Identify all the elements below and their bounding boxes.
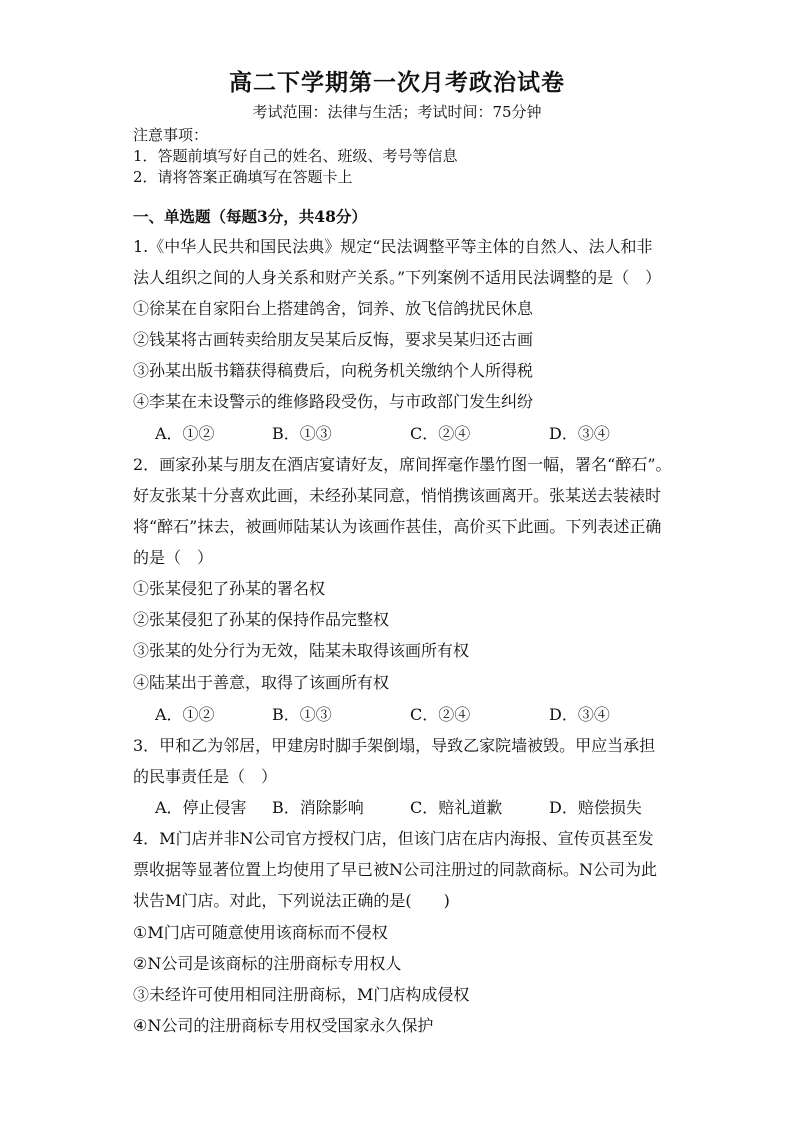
notice-heading: 注意事项： xyxy=(133,126,209,144)
statement: ④李某在未设警示的维修路段受伤，与市政部门发生纠纷 xyxy=(133,392,534,411)
answer-option: B．①③ xyxy=(272,705,332,724)
statement: ①张某侵犯了孙某的署名权 xyxy=(133,579,326,598)
question-text: 的民事责任是（ ） xyxy=(133,767,278,786)
notice-item: 2．请将答案正确填写在答题卡上 xyxy=(133,168,353,186)
question-text: 4．M门店并非N公司官方授权门店，但该门店在店内海报、宣传页甚至发 xyxy=(133,829,654,848)
statement: ③张某的处分行为无效，陆某未取得该画所有权 xyxy=(133,641,470,660)
answer-option: A．①② xyxy=(155,424,215,443)
answer-option: D．③④ xyxy=(549,705,610,724)
answer-option: C．②④ xyxy=(410,705,471,724)
page-title: 高二下学期第一次月考政治试卷 xyxy=(229,69,565,96)
statement: ①徐某在自家阳台上搭建鸽舍，饲养、放飞信鸽扰民休息 xyxy=(133,299,534,318)
statement: ④陆某出于善意，取得了该画所有权 xyxy=(133,673,390,692)
answer-option: B．①③ xyxy=(272,424,332,443)
statement: ②钱某将古画转卖给朋友吴某后反悔，要求吴某归还古画 xyxy=(133,330,534,349)
answer-option: B．消除影响 xyxy=(272,798,364,817)
exam-info: 考试范围：法律与生活；考试时间：75分钟 xyxy=(252,103,542,121)
question-text: 2．画家孙某与朋友在酒店宴请好友，席间挥毫作墨竹图一幅，署名“醉石”。 xyxy=(133,455,672,474)
answer-option: D．③④ xyxy=(549,424,610,443)
question-text: 票收据等显著位置上均使用了早已被N公司注册过的同款商标。N公司为此 xyxy=(133,860,658,879)
statement: ②N公司是该商标的注册商标专用权人 xyxy=(133,954,402,973)
answer-option: A．停止侵害 xyxy=(155,798,247,817)
answer-option: C．赔礼道歉 xyxy=(410,798,503,817)
question-text: 3．甲和乙为邻居，甲建房时脚手架倒塌，导致乙家院墙被毁。甲应当承担 xyxy=(133,736,656,755)
question-text: 状告M门店。对此，下列说法正确的是( ) xyxy=(133,891,450,910)
question-text: 的是（ ） xyxy=(133,548,214,567)
section-heading: 一、单选题（每题3分，共48分） xyxy=(133,207,367,226)
answer-option: C．②④ xyxy=(410,424,471,443)
answer-option: A．①② xyxy=(155,705,215,724)
statement: ①M门店可随意使用该商标而不侵权 xyxy=(133,923,388,942)
question-text: 好友张某十分喜欢此画，未经孙某同意，悄悄携该画离开。张某送去装裱时 xyxy=(133,486,662,505)
answer-option: D．赔偿损失 xyxy=(549,798,642,817)
question-text: 法人组织之间的人身关系和财产关系。”下列案例不适用民法调整的是（ ） xyxy=(133,268,662,287)
statement: ③孙某出版书籍获得稿费后，向税务机关缴纳个人所得税 xyxy=(133,361,534,380)
question-text: 1.《中华人民共和国民法典》规定“民法调整平等主体的自然人、法人和非 xyxy=(133,237,653,256)
statement: ④N公司的注册商标专用权受国家永久保护 xyxy=(133,1016,434,1035)
question-text: 将“醉石”抹去，被画师陆某认为该画作甚佳，高价买下此画。下列表述正确 xyxy=(133,517,662,536)
statement: ③未经许可使用相同注册商标，M门店构成侵权 xyxy=(133,985,470,1004)
statement: ②张某侵犯了孙某的保持作品完整权 xyxy=(133,610,390,629)
notice-item: 1．答题前填写好自己的姓名、班级、考号等信息 xyxy=(133,147,458,165)
